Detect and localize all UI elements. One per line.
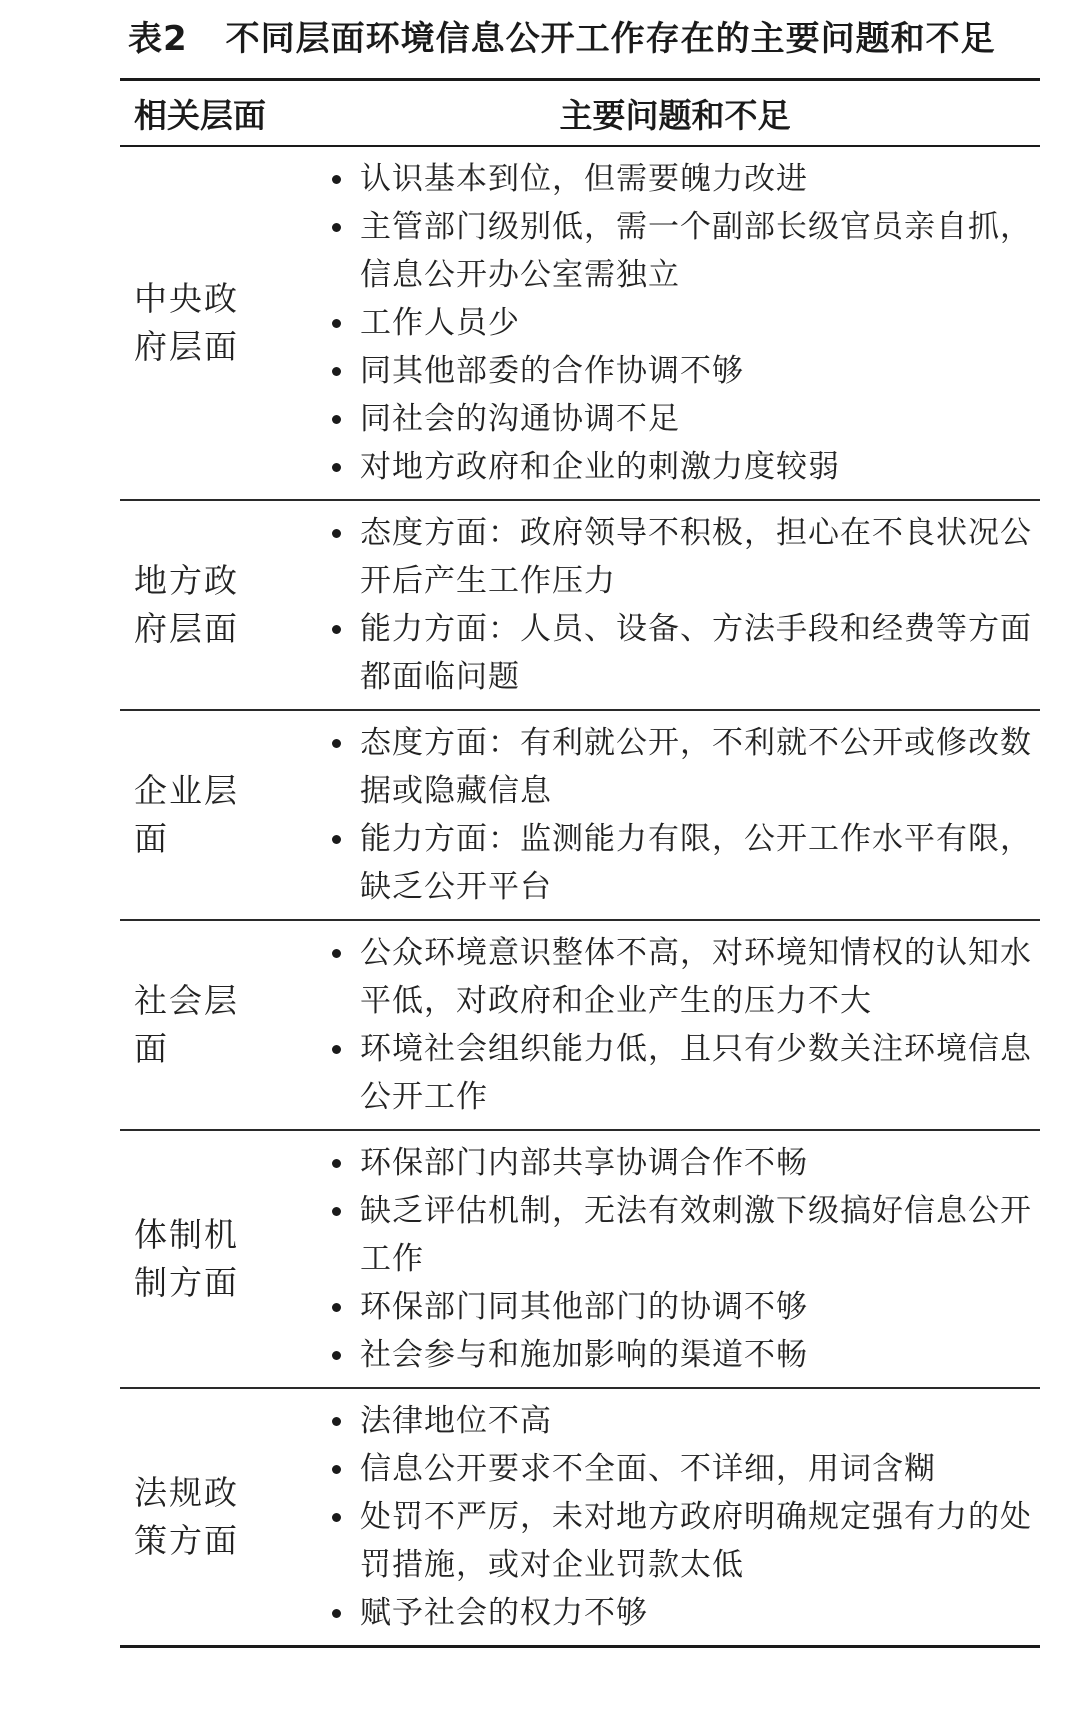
issue-item: 赋予社会的权力不够 xyxy=(310,1589,1040,1637)
issues-table xyxy=(120,78,1040,1648)
row-issues xyxy=(310,920,1040,1130)
document-page xyxy=(120,0,1040,1648)
issue-item: 能力方面：人员、设备、方法手段和经费等方面都面临问题 xyxy=(310,605,1040,701)
issue-item: 社会参与和施加影响的渠道不畅 xyxy=(310,1331,1040,1379)
table-row xyxy=(120,500,1040,710)
table-row xyxy=(120,710,1040,920)
row-issues xyxy=(310,710,1040,920)
issue-list xyxy=(310,155,1040,491)
row-issues xyxy=(310,1130,1040,1388)
table-header-row xyxy=(120,80,1040,147)
table-title: 不同层面环境信息公开工作存在的主要问题和不足 xyxy=(225,19,996,59)
column-header-issues: 主要问题和不足 xyxy=(310,80,1040,147)
issue-list xyxy=(310,1139,1040,1379)
issue-item: 同其他部委的合作协调不够 xyxy=(310,347,1040,395)
table-number: 表2 xyxy=(128,19,188,59)
issue-item: 同社会的沟通协调不足 xyxy=(310,395,1040,443)
table-row xyxy=(120,146,1040,500)
table-row xyxy=(120,1388,1040,1647)
issue-item: 工作人员少 xyxy=(310,299,1040,347)
column-header-level: 相关层面 xyxy=(120,80,310,147)
issue-item: 主管部门级别低，需一个副部长级官员亲自抓，信息公开办公室需独立 xyxy=(310,203,1040,299)
table-caption xyxy=(120,0,1040,78)
row-category: 体制机制方面 xyxy=(120,1130,310,1388)
row-category: 企业层面 xyxy=(120,710,310,920)
issue-item: 对地方政府和企业的刺激力度较弱 xyxy=(310,443,1040,491)
issue-item: 信息公开要求不全面、不详细，用词含糊 xyxy=(310,1445,1040,1493)
row-category: 地方政府层面 xyxy=(120,500,310,710)
issue-list xyxy=(310,1397,1040,1637)
row-issues xyxy=(310,1388,1040,1647)
table-body xyxy=(120,146,1040,1647)
issue-item: 认识基本到位，但需要魄力改进 xyxy=(310,155,1040,203)
issue-item: 公众环境意识整体不高，对环境知情权的认知水平低，对政府和企业产生的压力不大 xyxy=(310,929,1040,1025)
issue-item: 法律地位不高 xyxy=(310,1397,1040,1445)
issue-item: 态度方面：有利就公开，不利就不公开或修改数据或隐藏信息 xyxy=(310,719,1040,815)
issue-item: 处罚不严厉，未对地方政府明确规定强有力的处罚措施，或对企业罚款太低 xyxy=(310,1493,1040,1589)
issue-list xyxy=(310,929,1040,1121)
table-row xyxy=(120,920,1040,1130)
row-issues xyxy=(310,500,1040,710)
issue-list xyxy=(310,719,1040,911)
issue-list xyxy=(310,509,1040,701)
issue-item: 环保部门同其他部门的协调不够 xyxy=(310,1283,1040,1331)
row-category: 社会层面 xyxy=(120,920,310,1130)
issue-item: 环保部门内部共享协调合作不畅 xyxy=(310,1139,1040,1187)
row-category: 法规政策方面 xyxy=(120,1388,310,1647)
row-issues xyxy=(310,146,1040,500)
row-category: 中央政府层面 xyxy=(120,146,310,500)
issue-item: 能力方面：监测能力有限，公开工作水平有限，缺乏公开平台 xyxy=(310,815,1040,911)
issue-item: 态度方面：政府领导不积极，担心在不良状况公开后产生工作压力 xyxy=(310,509,1040,605)
table-row xyxy=(120,1130,1040,1388)
issue-item: 环境社会组织能力低，且只有少数关注环境信息公开工作 xyxy=(310,1025,1040,1121)
issue-item: 缺乏评估机制，无法有效刺激下级搞好信息公开工作 xyxy=(310,1187,1040,1283)
